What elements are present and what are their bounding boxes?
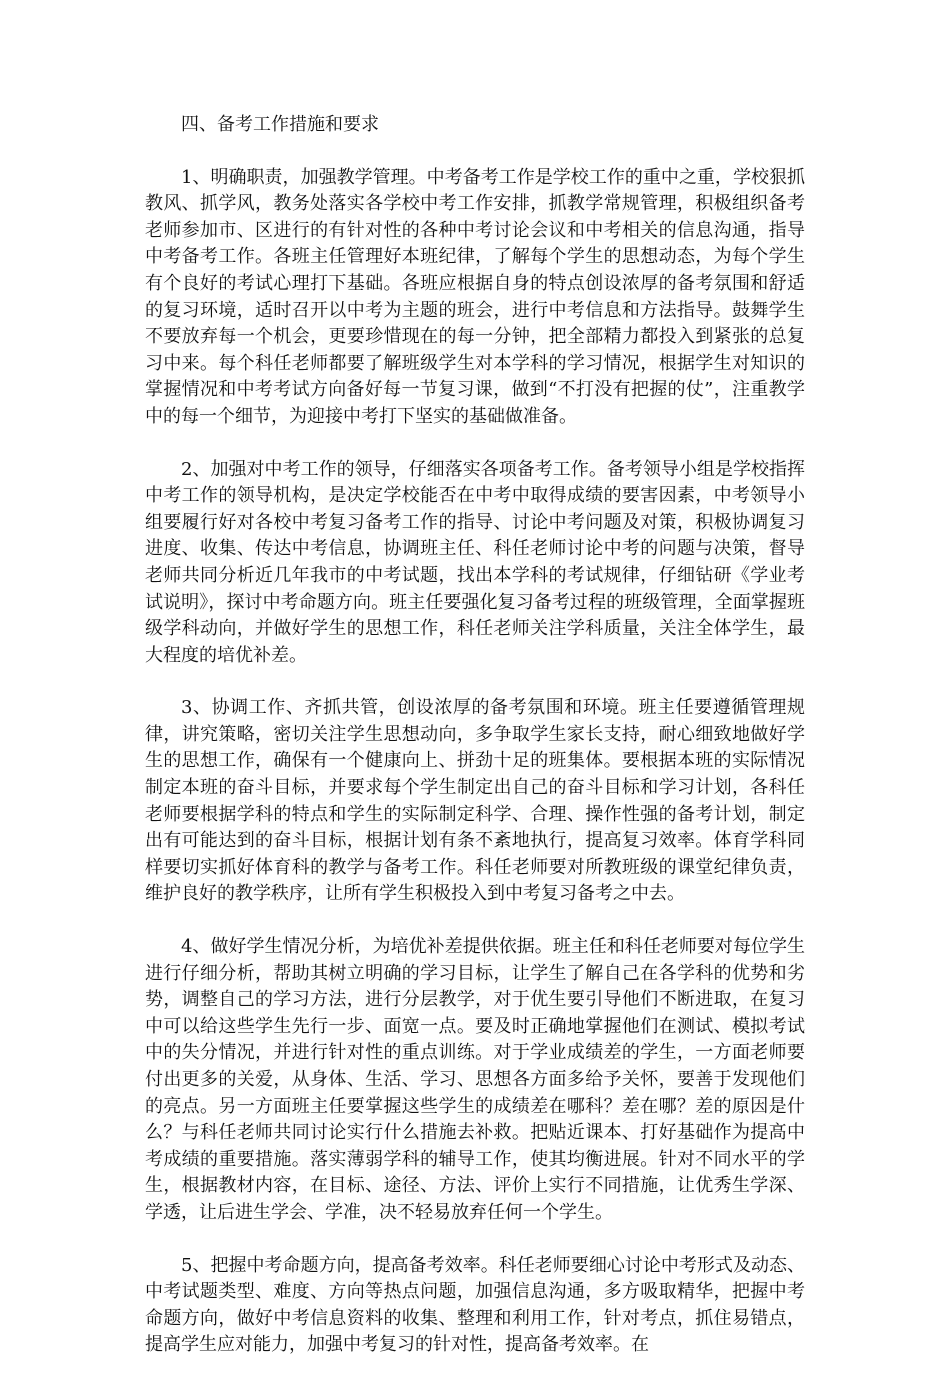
section-heading: 四、备考工作措施和要求 — [181, 114, 379, 135]
paragraph-1: 1、明确职责，加强教学管理。中考备考工作是学校工作的重中之重，学校狠抓教风、抓学风，教务处落实各学校中考工作安排，抓教学常规管理，积极组织备考老师参加市、区进行的有针对性的各种中考讨论会议和中考相关的信息沟通，指导中考备考工作。各班主任管理好本班纪律，了解每个学生的思想动态，为每个学生有个良好的考试心理打下基础。各班应根据自身的特点创设浓厚的备考氛围和舒适的复习环境，适时召开以中考为主题的班会，进行中考信息和方法指导。鼓舞学生不要放弃每一个机会，更要珍惜现在的每一分钟，把全部精力都投入到紧张的总复习中来。每个科任老师都要了解班级学生对本学科的学习情况，根据学生对知识的掌握情况和中考考试方向备好每一节复习课，做到“不打没有把握的仗”，注重教学中的每一个细节，为迎接中考打下坚实的基础做准备。 — [145, 166, 805, 427]
paragraph-5: 5、把握中考命题方向，提高备考效率。科任老师要细心讨论中考形式及动态、中考试题类型、难度、方向等热点问题，加强信息沟通，多方吸取精华，把握中考命题方向，做好中考信息资料的收集、整理和利用工作，针对考点，抓住易错点，提高学生应对能力，加强中考复习的针对性，提高备考效率。在 — [145, 1254, 805, 1356]
document-body — [145, 112, 805, 1385]
paragraph-3: 3、协调工作、齐抓共管，创设浓厚的备考氛围和环境。班主任要遵循管理规律，讲究策略，密切关注学生思想动向，多争取学生家长支持，耐心细致地做好学生的思想工作，确保有一个健康向上、拼劲十足的班集体。要根据本班的实际情况制定本班的奋斗目标，并要求每个学生制定出自己的奋斗目标和学习计划，各科任老师要根据学科的特点和学生的实际制定科学、合理、操作性强的备考计划，制定出有可能达到的奋斗目标，根据计划有条不紊地执行，提高复习效率。体育学科同样要切实抓好体育科的教学与备考工作。科任老师要对所教班级的课堂纪律负责，维护良好的教学秩序，让所有学生积极投入到中考复习备考之中去。 — [145, 697, 805, 905]
paragraph-2: 2、加强对中考工作的领导，仔细落实各项备考工作。备考领导小组是学校指挥中考工作的领导机构，是决定学校能否在中考中取得成绩的要害因素，中考领导小组要履行好对各校中考复习备考工作的指导、讨论中考问题及对策，积极协调复习进度、收集、传达中考信息，协调班主任、科任老师讨论中考的问题与决策，督导老师共同分析近几年我市的中考试题，找出本学科的考试规律，仔细钻研《学业考试说明》，探讨中考命题方向。班主任要强化复习备考过程的班级管理，全面掌握班级学科动向，并做好学生的思想工作，科任老师关注学科质量，关注全体学生，最大程度的培优补差。 — [145, 458, 805, 666]
paragraph-4: 4、做好学生情况分析，为培优补差提供依据。班主任和科任老师要对每位学生进行仔细分析，帮助其树立明确的学习目标，让学生了解自己在各学科的优势和劣势，调整自己的学习方法，进行分层教学，对于优生要引导他们不断进取，在复习中可以给这些学生先行一步、面宽一点。要及时正确地掌握他们在测试、模拟考试中的失分情况，并进行针对性的重点训练。对于学业成绩差的学生，一方面老师要付出更多的关爱，从身体、生活、学习、思想各方面多给予关怀，要善于发现他们的亮点。另一方面班主任要掌握这些学生的成绩差在哪科？差在哪？差的原因是什么？与科任老师共同讨论实行什么措施去补救。把贴近课本、打好基础作为提高中考成绩的重要措施。落实薄弱学科的辅导工作，使其均衡进展。针对不同水平的学生，根据教材内容，在目标、途径、方法、评价上实行不同措施，让优秀生学深、学透，让后进生学会、学准，决不轻易放弃任何一个学生。 — [145, 936, 805, 1223]
